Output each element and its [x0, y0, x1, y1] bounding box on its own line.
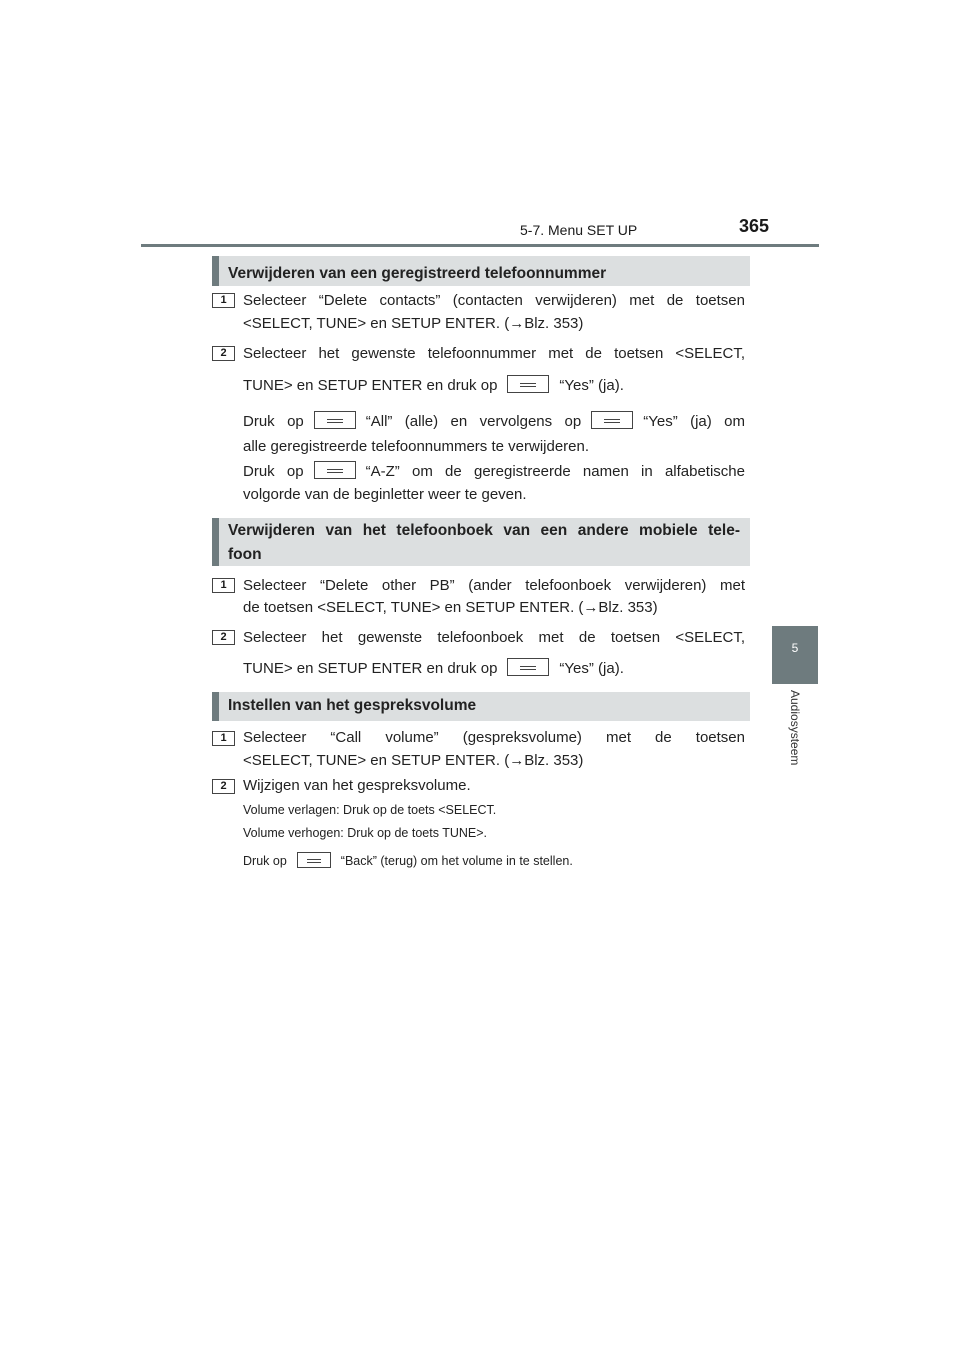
- step-text: Selecteer “Delete contacts” (contacten verwijderen) met de toetsen: [243, 292, 745, 309]
- header-title: 5-7. Menu SET UP: [520, 222, 638, 238]
- screen-button-icon: [507, 375, 549, 393]
- note-text: [243, 460, 745, 483]
- step-text: Selecteer “Call volume” (gespreksvolume) met de toetsen: [243, 729, 745, 746]
- text-fragment: “Yes” (ja) om: [643, 413, 745, 430]
- section-heading: Instellen van het gespreksvolume: [212, 692, 750, 721]
- step-text: <SELECT, TUNE> en SETUP ENTER. (→Blz. 353): [243, 315, 584, 332]
- step-text: Wijzigen van het gespreksvolume.: [243, 777, 471, 794]
- screen-button-icon: [507, 658, 549, 676]
- text-fragment: “A-Z” om de geregistreerde namen in alfabetische: [365, 463, 745, 480]
- note-text: [243, 410, 745, 433]
- step-text: Selecteer “Delete other PB” (ander telefoonboek verwijderen) met: [243, 577, 745, 594]
- page-number: 365: [739, 216, 770, 236]
- step-number: 2: [212, 630, 235, 645]
- step-text: Selecteer het gewenste telefoonnummer met de toetsen <SELECT,: [243, 345, 745, 362]
- text-fragment: “Yes” (ja).: [559, 660, 624, 677]
- small-note: Volume verlagen: Druk op de toets <SELECT.: [243, 803, 497, 817]
- text-fragment: TUNE> en SETUP ENTER en druk op: [243, 377, 498, 394]
- text-fragment: TUNE> en SETUP ENTER en druk op: [243, 660, 498, 677]
- step-text: [243, 657, 745, 680]
- screen-button-icon: [591, 411, 633, 429]
- section-heading-line: foon: [228, 546, 262, 563]
- small-note: Volume verhogen: Druk op de toets TUNE>.: [243, 826, 488, 840]
- step-text: de toetsen <SELECT, TUNE> en SETUP ENTER. (→Blz. 353): [243, 599, 658, 616]
- chapter-tab: 5: [772, 626, 818, 684]
- text-fragment: Druk op: [243, 413, 304, 430]
- step-text: <SELECT, TUNE> en SETUP ENTER. (→Blz. 353): [243, 752, 584, 769]
- screen-button-icon: [314, 411, 356, 429]
- step-text: [243, 374, 745, 397]
- text-fragment: “All” (alle) en vervolgens op: [365, 413, 582, 430]
- step-number: 1: [212, 293, 235, 308]
- section-heading: Verwijderen van een geregistreerd telefoonnummer: [212, 256, 750, 286]
- section-heading: [212, 518, 750, 566]
- note-text: volgorde van de beginletter weer te geven.: [243, 486, 527, 503]
- header-rule: [141, 244, 819, 247]
- text-fragment: “Back” (terug) om het volume in te stellen.: [340, 854, 573, 868]
- step-number: 1: [212, 731, 235, 746]
- small-note: [243, 853, 573, 870]
- chapter-label: Audiosysteem: [788, 690, 802, 766]
- screen-button-icon: [314, 461, 356, 479]
- step-text: Selecteer het gewenste telefoonboek met de toetsen <SELECT,: [243, 629, 745, 646]
- screen-button-icon: [297, 852, 331, 868]
- text-fragment: “Yes” (ja).: [559, 377, 624, 394]
- note-text: alle geregistreerde telefoonnummers te verwijderen.: [243, 438, 590, 455]
- section-heading-line: Verwijderen van het telefoonboek van een andere mobiele tele-: [228, 522, 740, 539]
- text-fragment: Druk op: [243, 854, 287, 868]
- step-number: 1: [212, 578, 235, 593]
- step-number: 2: [212, 346, 235, 361]
- text-fragment: Druk op: [243, 463, 304, 480]
- step-number: 2: [212, 779, 235, 794]
